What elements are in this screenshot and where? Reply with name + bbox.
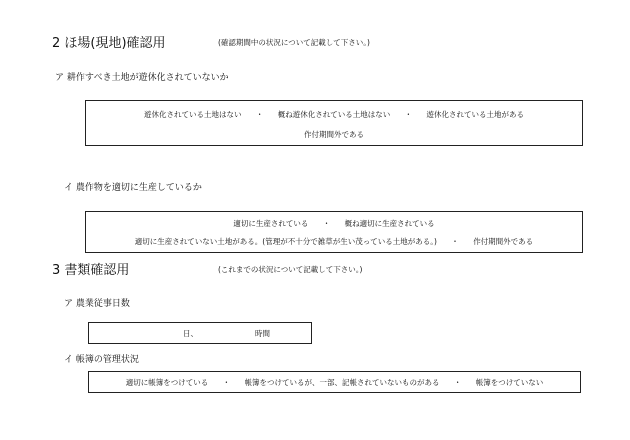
section-3-item-i-heading: イ 帳簿の管理状況 <box>64 355 139 365</box>
separator-dot: ・ <box>404 110 413 119</box>
production-options-row-2 <box>86 236 582 247</box>
option-ledger-partial[interactable]: 帳簿をつけているが、一部、記帳されていないものがある <box>244 378 440 387</box>
option-ledger-not-kept[interactable]: 帳簿をつけていない <box>475 378 544 387</box>
option-mostly-properly-produced[interactable]: 概ね適切に生産されている <box>344 219 435 228</box>
work-days-box[interactable] <box>88 322 312 344</box>
fallow-options-row-1 <box>86 109 582 120</box>
option-not-properly-produced[interactable]: 適切に生産されていない土地がある。(管理が不十分で雑草が生い茂っている土地がある。) <box>134 237 437 246</box>
production-options-row-1 <box>86 218 582 229</box>
section-3-note: (これまでの状況について記載して下さい。) <box>218 265 363 274</box>
hours-unit-label: 時間 <box>255 329 270 338</box>
separator-dot: ・ <box>255 110 264 119</box>
section-3-item-a-heading: ア 農業従事日数 <box>64 299 130 309</box>
fallow-check-box <box>85 100 583 146</box>
separator-dot: ・ <box>451 237 459 246</box>
production-check-box <box>85 211 583 253</box>
section-2-item-a-heading: ア 耕作すべき土地が遊休化されていないか <box>55 73 229 83</box>
ledger-options-row <box>89 377 580 388</box>
option-no-fallow[interactable]: 遊休化されている土地はない <box>143 110 242 119</box>
section-2-item-i-heading: イ 農作物を適切に生産しているか <box>64 183 202 193</box>
option-fallow-exists[interactable]: 遊休化されている土地がある <box>426 110 525 119</box>
days-unit-label: 日、 <box>183 329 198 338</box>
option-off-season[interactable]: 作付期間外である <box>304 130 364 139</box>
section-2-title: 2 ほ場(現地)確認用 <box>52 36 166 51</box>
option-off-season[interactable]: 作付期間外である <box>473 237 534 246</box>
ledger-check-box <box>88 371 581 393</box>
separator-dot: ・ <box>453 378 462 387</box>
option-ledger-kept[interactable]: 適切に帳簿をつけている <box>125 378 209 387</box>
section-2-note: (確認期間中の状況について記載して下さい。) <box>218 38 370 47</box>
option-mostly-no-fallow[interactable]: 概ね遊休化されている土地はない <box>277 110 391 119</box>
fallow-options-row-2 <box>86 129 582 140</box>
separator-dot: ・ <box>322 219 331 228</box>
section-3-title: 3 書類確認用 <box>52 263 130 278</box>
separator-dot: ・ <box>222 378 231 387</box>
option-properly-produced[interactable]: 適切に生産されている <box>233 219 309 228</box>
